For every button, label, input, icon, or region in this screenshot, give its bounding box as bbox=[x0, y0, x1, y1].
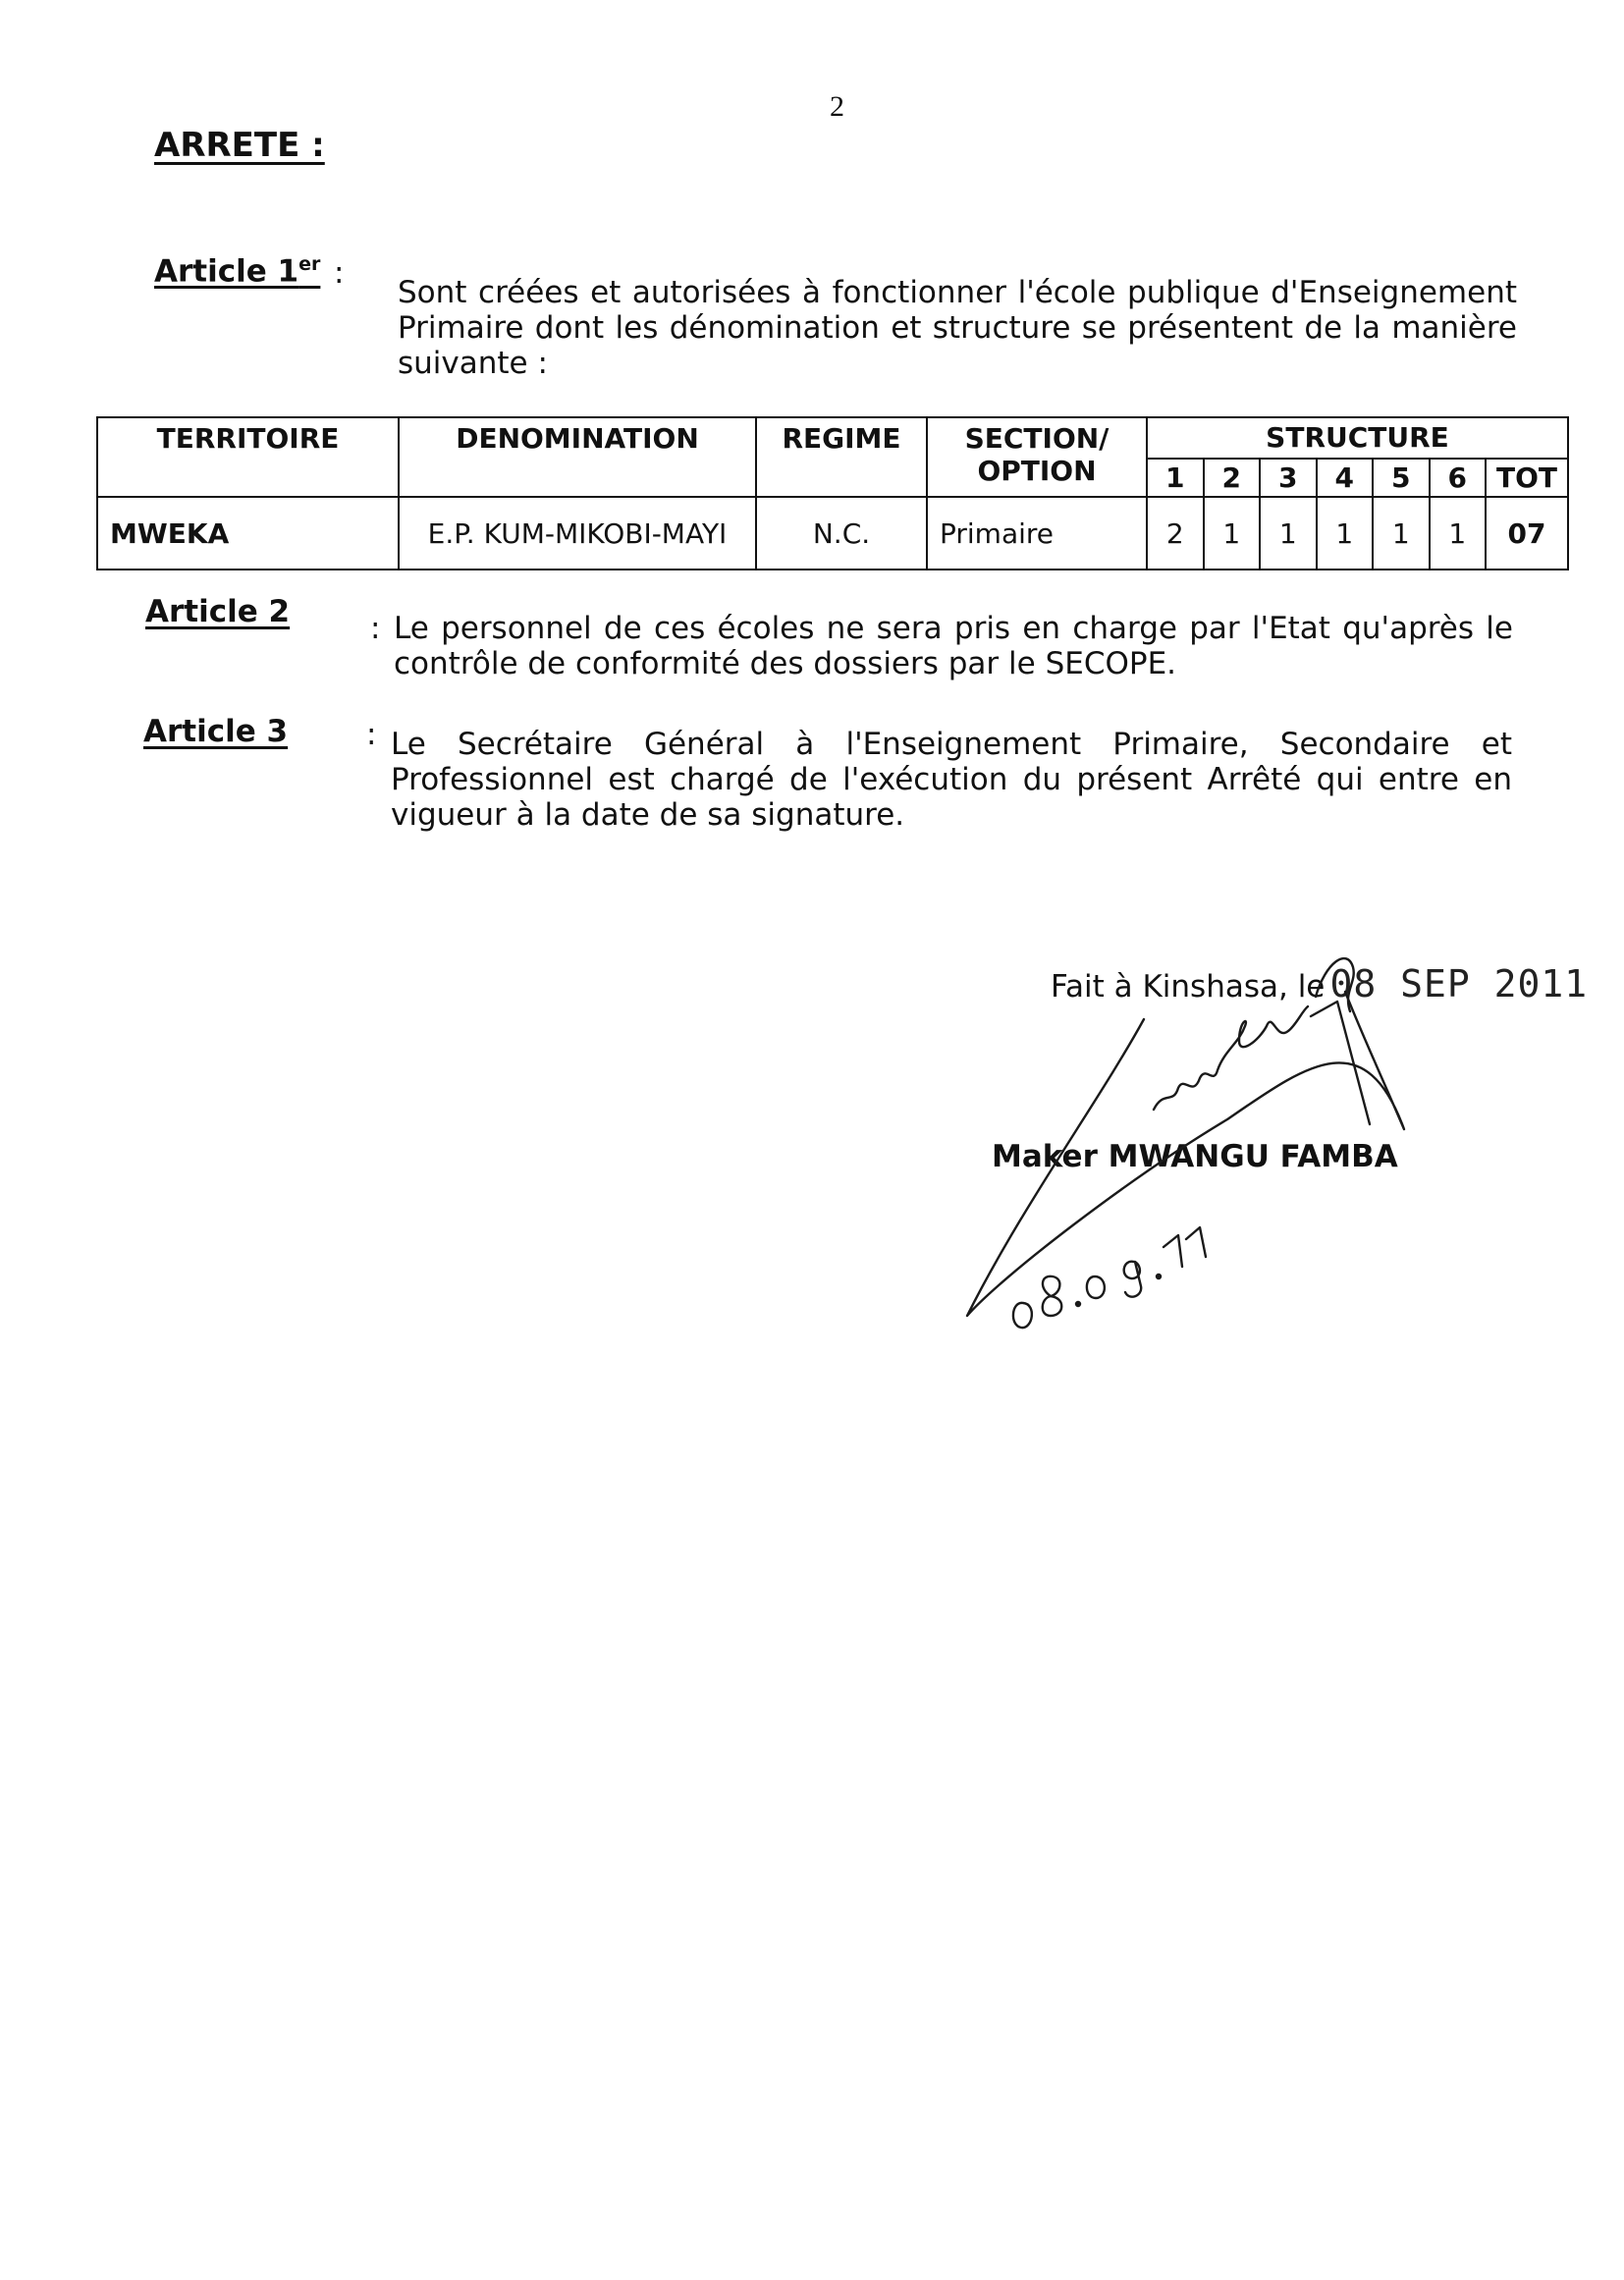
cell-structure: 1 bbox=[1204, 497, 1261, 570]
signature-loop bbox=[967, 992, 1404, 1316]
article-1-label: Article 1er bbox=[154, 253, 321, 290]
handwritten-date-1b bbox=[1186, 1227, 1206, 1257]
header-structure-col: 3 bbox=[1260, 459, 1317, 497]
header-regime: REGIME bbox=[756, 417, 927, 497]
cell-structure: 1 bbox=[1373, 497, 1430, 570]
cell-structure: 2 bbox=[1147, 497, 1204, 570]
handwritten-date-0b bbox=[1087, 1276, 1105, 1298]
handwritten-date-dot2 bbox=[1157, 1275, 1161, 1278]
article-2-colon: : bbox=[370, 611, 381, 646]
handwritten-date-0 bbox=[1013, 1303, 1032, 1328]
article-3-colon: : bbox=[366, 717, 377, 752]
cell-structure: 1 bbox=[1260, 497, 1317, 570]
header-structure-col: 4 bbox=[1317, 459, 1374, 497]
article-3-label: Article 3 bbox=[143, 714, 289, 749]
article-2-text: Le personnel de ces écoles ne sera pris en charge par l'Etat qu'après le contrôle de conformité des dossiers par le SECOPE. bbox=[394, 611, 1513, 681]
handwritten-date-1a bbox=[1164, 1235, 1182, 1267]
signature-scribble bbox=[1154, 1006, 1308, 1110]
handwritten-date-9 bbox=[1124, 1262, 1142, 1297]
header-section-option: SECTION/ OPTION bbox=[927, 417, 1147, 497]
header-denomination: DENOMINATION bbox=[399, 417, 756, 497]
cell-section: Primaire bbox=[927, 497, 1147, 570]
cell-structure: 1 bbox=[1430, 497, 1487, 570]
cell-denomination: E.P. KUM-MIKOBI-MAYI bbox=[399, 497, 756, 570]
handwritten-date-dot bbox=[1076, 1302, 1080, 1306]
cell-regime: N.C. bbox=[756, 497, 927, 570]
article-2-label: Article 2 bbox=[145, 594, 291, 629]
article-3-text: Le Secrétaire Général à l'Enseignement Primaire, Secondaire et Professionnel est chargé de l'exécution du présent Arrêté qui entre en vigueur à la date de sa signature. bbox=[391, 727, 1512, 833]
cell-territoire: MWEKA bbox=[97, 497, 399, 570]
cell-structure-total: 07 bbox=[1486, 497, 1568, 570]
place-prefix: Fait à Kinshasa, le bbox=[1051, 969, 1326, 1004]
signatory-name: Maker MWANGU FAMBA bbox=[992, 1139, 1398, 1174]
handwritten-date-8 bbox=[1043, 1276, 1062, 1316]
article-1-text: Sont créées et autorisées à fonctionner l'école publique d'Enseignement Primaire dont les dénomination et structure se présentent de la manière suivante : bbox=[398, 275, 1517, 381]
header-structure-col-total: TOT bbox=[1486, 459, 1568, 497]
article-1-colon: : bbox=[334, 255, 345, 291]
header-structure-col: 1 bbox=[1147, 459, 1204, 497]
header-territoire: TERRITOIRE bbox=[97, 417, 399, 497]
header-structure-col: 6 bbox=[1430, 459, 1487, 497]
header-structure-col: 2 bbox=[1204, 459, 1261, 497]
header-structure: STRUCTURE bbox=[1147, 417, 1568, 459]
date-stamp: 08 SEP 2011 bbox=[1329, 962, 1589, 1005]
decree-heading: ARRETE : bbox=[154, 126, 325, 165]
header-structure-col: 5 bbox=[1373, 459, 1430, 497]
page-number: 2 bbox=[830, 90, 844, 123]
cell-structure: 1 bbox=[1317, 497, 1374, 570]
